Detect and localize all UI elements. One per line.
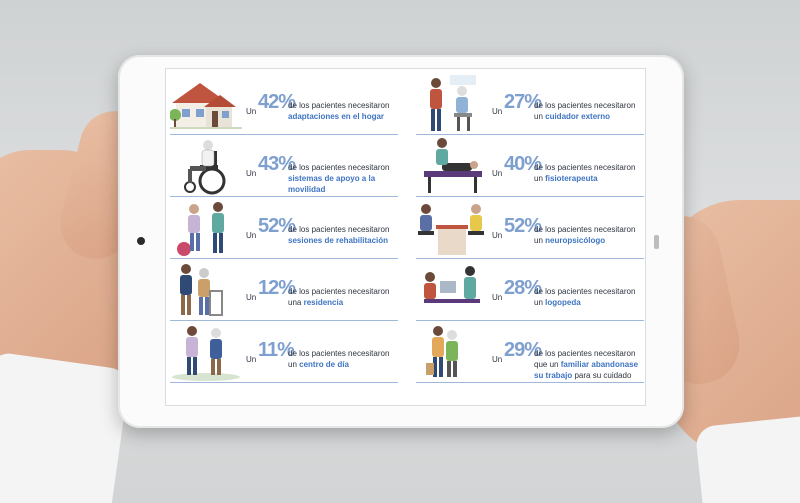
stat-highlight: cuidador externo <box>545 112 611 121</box>
family-caregiver-illustration <box>416 323 488 381</box>
stat-description <box>288 348 400 370</box>
stat-percent: 28% <box>504 277 542 299</box>
stat-row <box>416 135 644 197</box>
stat-text: de los pacientes necesitaron un <box>534 163 636 183</box>
stat-highlight: neuropsicólogo <box>545 236 606 245</box>
stat-description <box>534 286 646 308</box>
stat-prefix: Un <box>246 231 257 240</box>
stat-row <box>170 197 398 259</box>
stat-prefix: Un <box>492 169 503 178</box>
tablet-side-button <box>654 235 659 249</box>
stat-prefix: Un <box>492 293 503 302</box>
stat-text: de los pacientes necesitaron <box>288 225 390 234</box>
stat-description <box>288 224 400 246</box>
stat-text: de los pacientes necesitaron <box>288 101 390 110</box>
stat-row <box>416 197 644 259</box>
stat-prefix: Un <box>246 169 257 178</box>
stat-text-post: para su cuidado <box>572 371 632 380</box>
wheelchair-illustration <box>170 137 242 195</box>
speech-therapist-illustration <box>416 261 488 319</box>
physiotherapist-illustration <box>416 137 488 195</box>
stat-percent: 52% <box>504 215 542 237</box>
stat-highlight: residencia <box>303 298 344 307</box>
stat-row <box>170 259 398 321</box>
stat-text: de los pacientes necesitaron <box>288 163 390 172</box>
left-column <box>170 73 398 383</box>
stat-highlight: centro de día <box>299 360 349 369</box>
right-sleeve <box>695 413 800 503</box>
stat-percent: 11% <box>258 339 294 361</box>
right-column <box>416 73 644 383</box>
stat-highlight: fisioterapeuta <box>545 174 598 183</box>
stat-highlight: sesiones de rehabilitación <box>288 236 389 245</box>
stat-row <box>416 321 644 383</box>
stat-prefix: Un <box>492 355 503 364</box>
stat-description <box>534 224 646 246</box>
stat-text: de los pacientes necesitaron que un <box>534 349 636 369</box>
stat-description <box>288 162 400 195</box>
stat-row <box>416 259 644 321</box>
left-sleeve <box>0 351 130 503</box>
stat-highlight: familiar abandonase su trabajo <box>534 360 639 380</box>
stat-percent: 27% <box>504 91 542 113</box>
stat-row <box>170 73 398 135</box>
stat-text: de los pacientes necesitaron un <box>534 101 636 121</box>
stat-prefix: Un <box>492 107 503 116</box>
stat-percent: 52% <box>258 215 296 237</box>
stat-row <box>416 73 644 135</box>
neuropsychologist-illustration <box>416 199 488 257</box>
tablet-screen <box>165 68 646 406</box>
stat-percent: 40% <box>504 153 542 175</box>
stat-highlight: adaptaciones en el hogar <box>288 112 385 121</box>
stat-percent: 12% <box>258 277 296 299</box>
residence-illustration <box>170 261 242 319</box>
stat-text: de los pacientes necesitaron un <box>288 349 390 369</box>
stat-percent: 42% <box>258 91 296 113</box>
stat-description <box>534 162 646 184</box>
stat-row <box>170 135 398 197</box>
stat-description <box>534 100 646 122</box>
stat-percent: 43% <box>258 153 296 175</box>
stat-text: de los pacientes necesitaron una <box>288 287 390 307</box>
stat-description <box>288 286 400 308</box>
stat-prefix: Un <box>492 231 503 240</box>
day-center-illustration <box>170 323 242 381</box>
camera-dot <box>137 237 145 245</box>
house-illustration <box>170 75 242 133</box>
rehabilitation-illustration <box>170 199 242 257</box>
stat-highlight: sistemas de apoyo a la movilidad <box>288 174 376 194</box>
stat-highlight: logopeda <box>545 298 581 307</box>
stat-text: de los pacientes necesitaron un <box>534 225 636 245</box>
stat-prefix: Un <box>246 107 257 116</box>
stat-prefix: Un <box>246 355 257 364</box>
stat-prefix: Un <box>246 293 257 302</box>
stat-description <box>534 348 646 381</box>
stat-row <box>170 321 398 383</box>
stat-percent: 29% <box>504 339 542 361</box>
stat-description <box>288 100 400 122</box>
caregiver-illustration <box>416 75 488 133</box>
stat-text: de los pacientes necesitaron un <box>534 287 636 307</box>
